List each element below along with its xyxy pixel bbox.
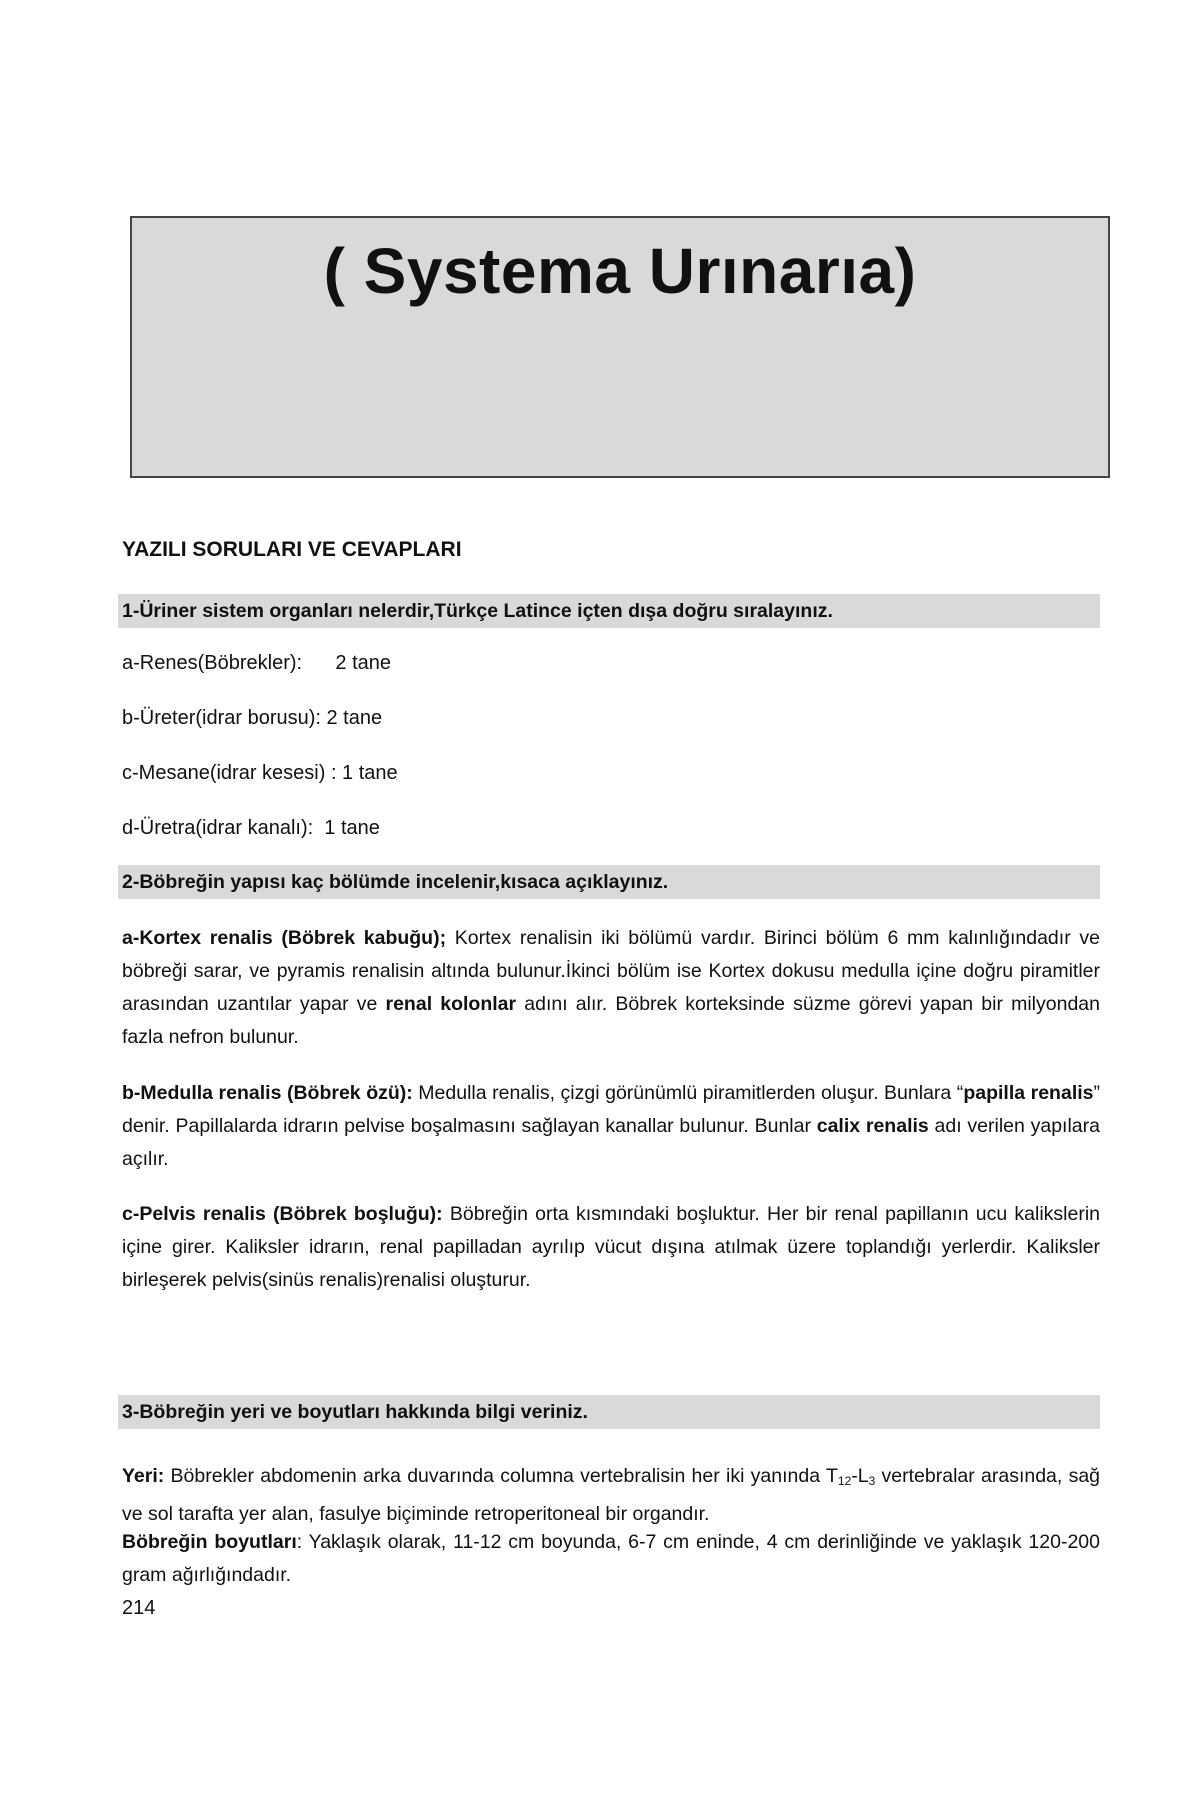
pelvis-label: c-Pelvis renalis (Böbrek boşluğu): — [122, 1203, 443, 1225]
paragraph-dimensions — [122, 1526, 1100, 1592]
pelvis-text: Böbreğin orta kısmındaki boşluktur. Her bir renal papillanın ucu kalikslerin içine girer. Kaliksler idrarın, renal papilladan ayrılıp vücut dışına atılmak üzere toplandığı yerlerdir. Kaliksler birleşerek pelvis(sinüs renalis)renalisi oluşturur. — [122, 1203, 1101, 1291]
kortex-text-1: Kortex renalisin iki bölümü vardır. Birinci bölüm 6 mm kalınlığındadır ve böbreği sarar, ve pyramis renalisin altında bulunur.İkinci bölüm ise Kortex dokusu medulla içine doğru piramitler arasından uzantılar yapar ve — [122, 927, 1100, 1015]
page-number: 214 — [122, 1597, 156, 1619]
medulla-text-3: adı verilen yapılara açılır. — [122, 1115, 1100, 1170]
papilla-renalis-term: papilla renalis — [963, 1082, 1094, 1104]
paragraph-location — [122, 1460, 1100, 1531]
paragraph-kortex — [122, 922, 1100, 1054]
dash-l: -L — [851, 1465, 869, 1487]
t12-subscript: 12 — [837, 1474, 852, 1488]
l3-subscript: 3 — [868, 1474, 876, 1488]
organ-item-renes: a-Renes(Böbrekler): 2 tane — [122, 652, 392, 674]
title-box — [130, 216, 1110, 478]
yeri-label: Yeri: — [122, 1465, 165, 1487]
section-heading: YAZILI SORULARI VE CEVAPLARI — [122, 538, 462, 561]
medulla-text-2: ” denir. Papillalarda idrarın pelvise boşalmasını sağlayan kanallar bulunur. Bunlar — [122, 1082, 1100, 1137]
boyut-text: : Yaklaşık olarak, 11-12 cm boyunda, 6-7 cm eninde, 4 cm derinliğinde ve yaklaşık 120-200 gram ağırlığındadır. — [122, 1531, 1100, 1586]
medulla-label: b-Medulla renalis (Böbrek özü): — [122, 1082, 413, 1104]
paragraph-medulla — [122, 1077, 1100, 1176]
renal-kolonlar-term: renal kolonlar — [385, 993, 517, 1015]
page-title: ( Systema Urınarıa) — [323, 235, 917, 307]
kortex-label: a-Kortex renalis (Böbrek kabuğu); — [122, 927, 447, 949]
yeri-text-1: Böbrekler abdomenin arka duvarında columna vertebralisin her iki yanında T — [164, 1465, 838, 1487]
organ-item-ureter: b-Üreter(idrar borusu): 2 tane — [122, 707, 383, 729]
kortex-text-2: adını alır. Böbrek korteksinde süzme görevi yapan bir milyondan fazla nefron bulunur. — [122, 993, 1100, 1048]
organ-item-mesane: c-Mesane(idrar kesesi) : 1 tane — [122, 762, 398, 784]
boyut-label: Böbreğin boyutları — [122, 1531, 297, 1553]
question-1: 1-Üriner sistem organları nelerdir,Türkçe Latince içten dışa doğru sıralayınız. — [118, 594, 1100, 628]
calix-renalis-term: calix renalis — [816, 1115, 929, 1137]
question-3: 3-Böbreğin yeri ve boyutları hakkında bilgi veriniz. — [118, 1395, 1100, 1429]
organ-item-uretra: d-Üretra(idrar kanalı): 1 tane — [122, 817, 380, 839]
paragraph-pelvis — [122, 1198, 1100, 1297]
medulla-text-1: Medulla renalis, çizgi görünümlü piramitlerden oluşur. Bunlara “ — [412, 1082, 964, 1104]
question-2: 2-Böbreğin yapısı kaç bölümde incelenir,kısaca açıklayınız. — [118, 865, 1100, 899]
yeri-text-2: vertebralar arasında, sağ ve sol tarafta yer alan, fasulye biçiminde retroperitoneal bir organdır. — [122, 1465, 1101, 1525]
